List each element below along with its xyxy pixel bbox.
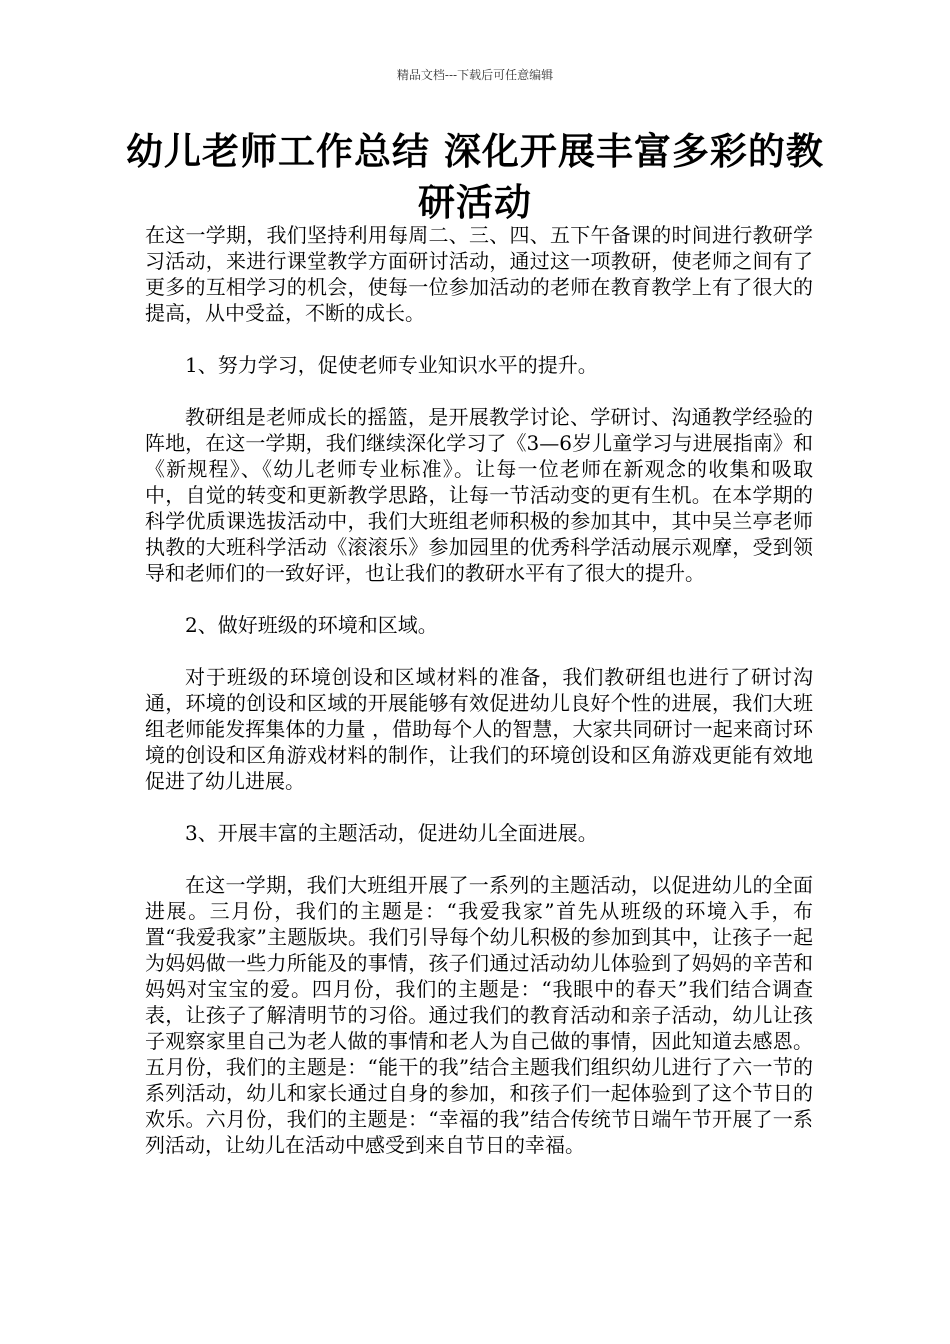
- section-heading-2: 2、做好班级的环境和区域。: [185, 613, 438, 637]
- document-title: 幼儿老师工作总结 深化开展丰富多彩的教研活动: [126, 130, 824, 224]
- paragraph-intro: 在这一学期，我们坚持利用每周二、三、四、五下午备课的时间进行教研学习活动，来进行课堂教学方面研讨活动，通过这一项教研，使老师之间有了更多的互相学习的机会，使每一位参加活动的老师在教育教学上有了很大的提高，从中受益，不断的成长。: [145, 223, 813, 325]
- section-heading-1: 1、努力学习，促使老师专业知识水平的提升。: [185, 353, 598, 377]
- header-note: 精品文档---下载后可任意编辑: [396, 68, 554, 82]
- section-heading-3: 3、开展丰富的主题活动，促进幼儿全面进展。: [185, 821, 598, 845]
- document-body: [145, 222, 813, 1158]
- paragraph-section-2: 对于班级的环境创设和区域材料的准备，我们教研组也进行了研讨沟通，环境的创设和区域的开展能够有效促进幼儿良好个性的进展，我们大班组老师能发挥集体的力量 ，借助每个人的智慧，大家共同研讨一起来商讨环境的创设和区角游戏材料的制作，让我们的环境创设和区角游戏更能有效地促进了幼儿进展。: [145, 665, 813, 793]
- paragraph-section-1: 教研组是老师成长的摇篮，是开展教学讨论、学研讨、沟通教学经验的阵地，在这一学期，我们继续深化学习了《3—6岁儿童学习与进展指南》和《新规程》、《幼儿老师专业标准》。让每一位老师在新观念的收集和吸取中，自觉的转变和更新教学思路，让每一节活动变的更有生机。在本学期的科学优质课选拔活动中，我们大班组老师积极的参加其中，其中吴兰亭老师执教的大班科学活动《滚滚乐》参加园里的优秀科学活动展示观摩，受到领导和老师们的一致好评，也让我们的教研水平有了很大的提升。: [145, 405, 813, 585]
- paragraph-section-3: 在这一学期，我们大班组开展了一系列的主题活动，以促进幼儿的全面进展。三月份，我们的主题是：“我爱我家”首先从班级的环境入手，布置“我爱我家”主题版块。我们引导每个幼儿积极的参加到其中，让孩子一起为妈妈做一些力所能及的事情，孩子们通过活动幼儿体验到了妈妈的辛苦和妈妈对宝宝的爱。四月份，我们的主题是：“我眼中的春天”我们结合调查表，让孩子了解清明节的习俗。通过我们的教育活动和亲子活动，幼儿让孩子观察家里自己为老人做的事情和老人为自己做的事情，因此知道去感恩。五月份，我们的主题是：“能干的我”结合主题我们组织幼儿进行了六一节的系列活动，幼儿和家长通过自身的参加，和孩子们一起体验到了这个节日的欢乐。六月份，我们的主题是：“幸福的我”结合传统节日端午节开展了一系列活动，让幼儿在活动中感受到来自节日的幸福。: [145, 873, 813, 1157]
